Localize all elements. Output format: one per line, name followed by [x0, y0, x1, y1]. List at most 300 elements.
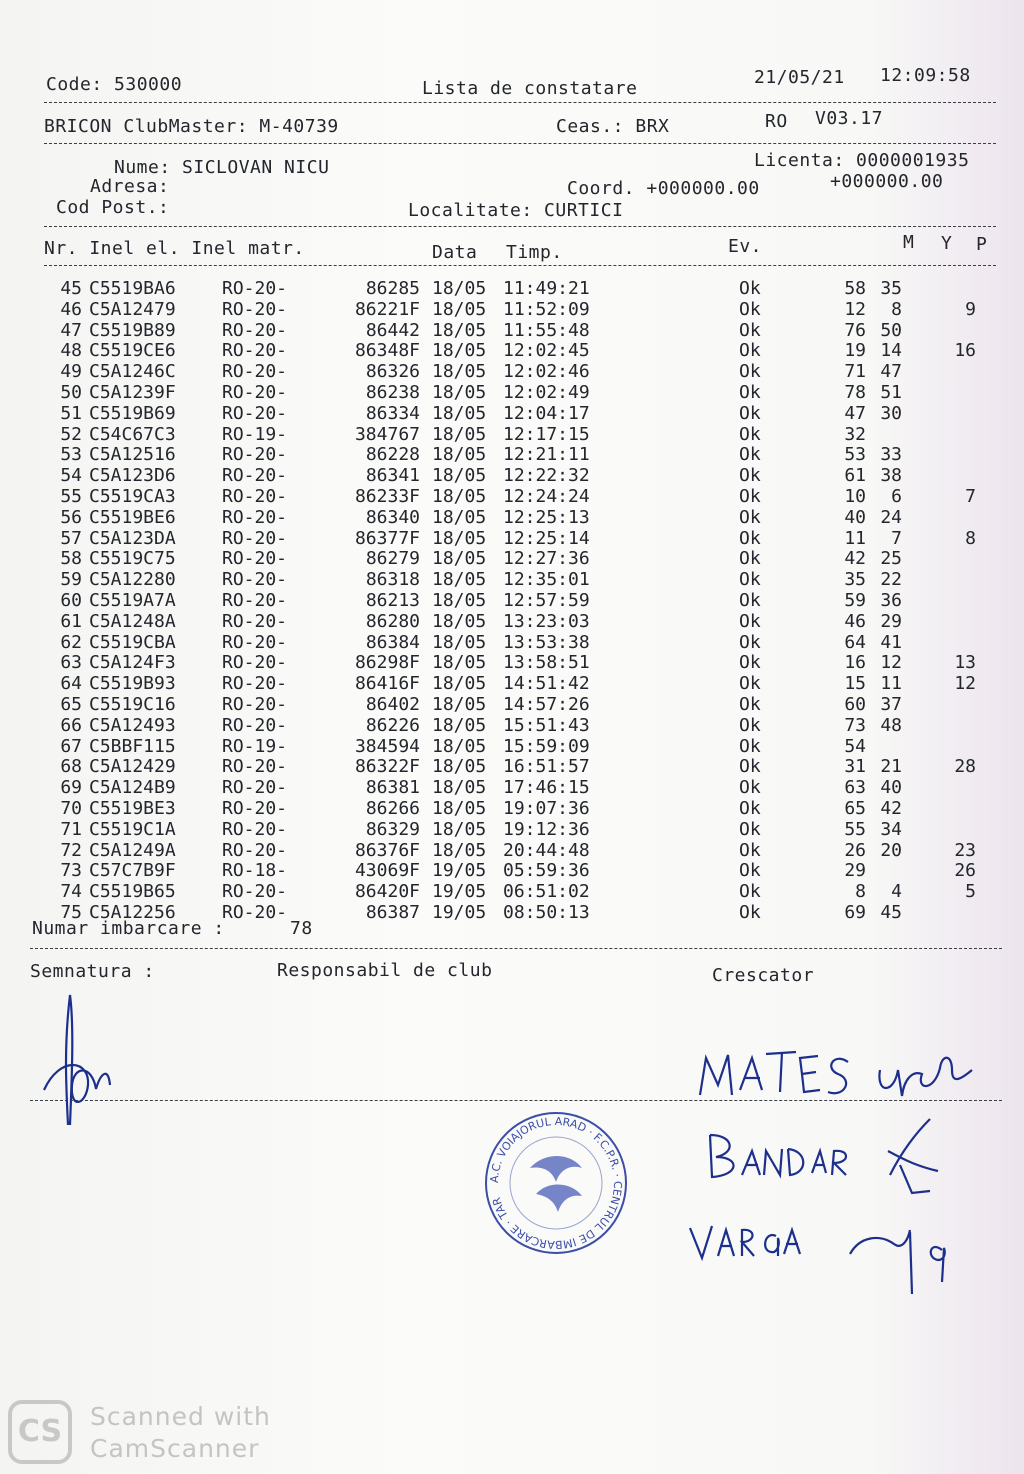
event-status: Ok — [739, 714, 761, 736]
arrival-time: 12:21:11 — [503, 444, 590, 466]
event-status: Ok — [739, 298, 761, 320]
address-label: Adresa: — [90, 176, 170, 197]
y-value: 4 — [891, 881, 902, 903]
arrival-date: 18/05 — [432, 548, 487, 570]
m-value: 60 — [844, 694, 866, 715]
ring-number: 86266 — [365, 798, 420, 819]
registration-ring: RO-20- — [222, 777, 288, 799]
ring-number: 86233F — [354, 486, 420, 507]
m-value: 32 — [844, 423, 866, 445]
row-number: 54 — [60, 465, 82, 487]
electronic-ring: C5A12479 — [89, 298, 176, 320]
row-number: 70 — [60, 798, 82, 819]
table-row — [0, 278, 1000, 299]
watermark-line-2: CamScanner — [90, 1434, 260, 1463]
arrival-time: 12:02:45 — [503, 340, 590, 362]
arrival-time: 11:55:48 — [503, 319, 590, 341]
event-status: Ok — [739, 465, 761, 487]
y-value: 20 — [880, 839, 902, 861]
arrival-date: 18/05 — [432, 465, 487, 487]
table-row — [0, 840, 1000, 861]
registration-ring: RO-19- — [222, 423, 288, 445]
registration-ring: RO-20- — [222, 714, 288, 736]
table-row — [0, 299, 1000, 320]
electronic-ring: C5A12429 — [89, 756, 176, 778]
y-value: 50 — [880, 319, 902, 341]
ceas-label: Ceas.: BRX — [556, 116, 670, 137]
electronic-ring: C5519B65 — [89, 881, 176, 903]
boarding-count-value: 78 — [290, 918, 313, 939]
p-value: 12 — [954, 673, 976, 695]
event-status: Ok — [739, 673, 761, 695]
registration-ring: RO-20- — [222, 694, 288, 715]
y-value: 30 — [880, 402, 902, 424]
row-number: 60 — [60, 590, 82, 611]
electronic-ring: C5519A7A — [89, 590, 176, 611]
p-value: 9 — [965, 298, 976, 320]
event-status: Ok — [739, 402, 761, 424]
ring-number: 86285 — [365, 278, 420, 299]
m-value: 10 — [844, 486, 866, 507]
m-value: 59 — [844, 590, 866, 611]
row-number: 61 — [60, 610, 82, 632]
m-value: 65 — [844, 798, 866, 819]
registration-ring: RO-20- — [222, 839, 288, 861]
arrival-date: 18/05 — [432, 486, 487, 507]
event-status: Ok — [739, 902, 761, 923]
table-row — [0, 777, 1000, 798]
ring-number: 86322F — [354, 756, 420, 778]
table-row — [0, 486, 1000, 507]
electronic-ring: C5A124F3 — [89, 652, 176, 674]
y-value: 24 — [880, 506, 902, 528]
ring-number: 43069F — [354, 860, 420, 882]
row-number: 49 — [60, 361, 82, 383]
event-status: Ok — [739, 756, 761, 778]
arrival-time: 19:12:36 — [503, 818, 590, 840]
event-status: Ok — [739, 548, 761, 570]
ring-number: 86376F — [354, 839, 420, 861]
event-status: Ok — [739, 569, 761, 591]
electronic-ring: C5A123D6 — [89, 465, 176, 487]
row-number: 65 — [60, 694, 82, 715]
column-header-p: P — [976, 234, 988, 255]
code-label: Code: 530000 — [46, 74, 183, 95]
m-value: 69 — [844, 902, 866, 923]
m-value: 35 — [844, 569, 866, 591]
print-date: 21/05/21 — [754, 67, 845, 88]
arrival-time: 12:04:17 — [503, 402, 590, 424]
table-row — [0, 756, 1000, 777]
arrival-date: 18/05 — [432, 735, 487, 757]
camscanner-logo-icon: CS — [8, 1400, 72, 1464]
registration-ring: RO-20- — [222, 278, 288, 299]
ring-number: 86334 — [365, 402, 420, 424]
arrival-date: 18/05 — [432, 610, 487, 632]
table-row — [0, 340, 1000, 361]
ring-number: 86228 — [365, 444, 420, 466]
m-value: 63 — [844, 777, 866, 799]
m-value: 58 — [844, 278, 866, 299]
table-row — [0, 361, 1000, 382]
signature-mates — [690, 1040, 990, 1110]
registration-ring: RO-20- — [222, 652, 288, 674]
m-value: 55 — [844, 818, 866, 840]
row-number: 66 — [60, 714, 82, 736]
electronic-ring: C5A12516 — [89, 444, 176, 466]
arrival-date: 18/05 — [432, 777, 487, 799]
ring-number: 86226 — [365, 714, 420, 736]
arrival-time: 05:59:36 — [503, 860, 590, 882]
divider — [44, 143, 996, 144]
stamp-text: A.C. VOIAJORUL ARAD · F.C.P.R. · CENTRUL DE IMBARCARE · TAR — [487, 1114, 625, 1252]
registration-ring: RO-20- — [222, 506, 288, 528]
fancier-name: Nume: SICLOVAN NICU — [114, 157, 330, 178]
table-row — [0, 673, 1000, 694]
registration-ring: RO-20- — [222, 569, 288, 591]
table-row — [0, 632, 1000, 653]
arrival-date: 18/05 — [432, 631, 487, 653]
registration-ring: RO-20- — [222, 881, 288, 903]
ring-number: 86442 — [365, 319, 420, 341]
m-value: 54 — [844, 735, 866, 757]
event-status: Ok — [739, 777, 761, 799]
row-number: 68 — [60, 756, 82, 778]
electronic-ring: C5519B89 — [89, 319, 176, 341]
y-value: 7 — [891, 527, 902, 549]
m-value: 11 — [844, 527, 866, 549]
arrival-date: 18/05 — [432, 402, 487, 424]
p-value: 8 — [965, 527, 976, 549]
m-value: 53 — [844, 444, 866, 466]
event-status: Ok — [739, 818, 761, 840]
table-row — [0, 507, 1000, 528]
arrival-date: 18/05 — [432, 361, 487, 383]
club-stamp — [478, 1108, 634, 1258]
column-header-m: M — [903, 232, 915, 253]
row-number: 57 — [60, 527, 82, 549]
country-label: RO — [765, 111, 788, 132]
arrival-time: 12:02:49 — [503, 382, 590, 403]
divider — [44, 265, 996, 266]
electronic-ring: C5519CBA — [89, 631, 176, 653]
ring-number: 86298F — [354, 652, 420, 674]
row-number: 58 — [60, 548, 82, 570]
arrival-time: 14:51:42 — [503, 673, 590, 695]
arrival-time: 06:51:02 — [503, 881, 590, 903]
m-value: 71 — [844, 361, 866, 383]
registration-ring: RO-20- — [222, 319, 288, 341]
event-status: Ok — [739, 631, 761, 653]
ring-number: 384767 — [354, 423, 420, 445]
arrival-time: 13:23:03 — [503, 610, 590, 632]
postcode-label: Cod Post.: — [56, 197, 170, 218]
ring-number: 384594 — [354, 735, 420, 757]
p-value: 28 — [954, 756, 976, 778]
table-row — [0, 590, 1000, 611]
event-status: Ok — [739, 423, 761, 445]
column-header-ring: Nr. Inel el. Inel matr. — [44, 238, 305, 259]
event-status: Ok — [739, 319, 761, 341]
electronic-ring: C5519B93 — [89, 673, 176, 695]
y-value: 25 — [880, 548, 902, 570]
row-number: 64 — [60, 673, 82, 695]
table-row — [0, 694, 1000, 715]
divider — [30, 948, 1002, 949]
row-number: 71 — [60, 818, 82, 840]
row-number: 59 — [60, 569, 82, 591]
row-number: 56 — [60, 506, 82, 528]
print-time: 12:09:58 — [880, 65, 971, 86]
m-value: 64 — [844, 631, 866, 653]
registration-ring: RO-20- — [222, 298, 288, 320]
m-value: 15 — [844, 673, 866, 695]
arrival-date: 18/05 — [432, 798, 487, 819]
m-value: 19 — [844, 340, 866, 362]
table-row — [0, 798, 1000, 819]
p-value: 5 — [965, 881, 976, 903]
row-number: 50 — [60, 382, 82, 403]
clubmaster-label: BRICON ClubMaster: M-40739 — [44, 116, 339, 137]
table-row — [0, 611, 1000, 632]
y-value: 33 — [880, 444, 902, 466]
arrival-time: 15:59:09 — [503, 735, 590, 757]
p-value: 23 — [954, 839, 976, 861]
table-row — [0, 424, 1000, 445]
table-row — [0, 528, 1000, 549]
row-number: 46 — [60, 298, 82, 320]
arrival-date: 18/05 — [432, 756, 487, 778]
m-value: 26 — [844, 839, 866, 861]
y-value: 14 — [880, 340, 902, 362]
table-row — [0, 569, 1000, 590]
arrival-date: 18/05 — [432, 818, 487, 840]
event-status: Ok — [739, 486, 761, 507]
registration-ring: RO-20- — [222, 402, 288, 424]
table-row — [0, 320, 1000, 341]
y-value: 35 — [880, 278, 902, 299]
m-value: 40 — [844, 506, 866, 528]
boarding-count-label: Numar imbarcare : — [32, 918, 225, 939]
m-value: 76 — [844, 319, 866, 341]
ring-number: 86341 — [365, 465, 420, 487]
watermark-line-1: Scanned with — [90, 1402, 271, 1431]
ring-number: 86348F — [354, 340, 420, 362]
arrival-time: 17:46:15 — [503, 777, 590, 799]
ring-number: 86279 — [365, 548, 420, 570]
electronic-ring: C5519BE3 — [89, 798, 176, 819]
event-status: Ok — [739, 652, 761, 674]
event-status: Ok — [739, 278, 761, 299]
electronic-ring: C5A1246C — [89, 361, 176, 383]
signature-label: Semnatura : — [30, 961, 155, 982]
licence-number: Licenta: 0000001935 — [754, 150, 970, 171]
m-value: 73 — [844, 714, 866, 736]
electronic-ring: C5A1239F — [89, 382, 176, 403]
registration-ring: RO-20- — [222, 798, 288, 819]
table-row — [0, 465, 1000, 486]
arrival-time: 16:51:57 — [503, 756, 590, 778]
registration-ring: RO-20- — [222, 486, 288, 507]
table-row — [0, 881, 1000, 902]
coordinates-second: +000000.00 — [830, 171, 944, 192]
electronic-ring: C5519CE6 — [89, 340, 176, 362]
y-value: 11 — [880, 673, 902, 695]
electronic-ring: C5519CA3 — [89, 486, 176, 507]
ring-number: 86377F — [354, 527, 420, 549]
y-value: 12 — [880, 652, 902, 674]
arrival-time: 19:07:36 — [503, 798, 590, 819]
registration-ring: RO-20- — [222, 590, 288, 611]
registration-ring: RO-20- — [222, 756, 288, 778]
p-value: 26 — [954, 860, 976, 882]
arrival-date: 19/05 — [432, 902, 487, 923]
electronic-ring: C5519BA6 — [89, 278, 176, 299]
electronic-ring: C5519B69 — [89, 402, 176, 424]
p-value: 13 — [954, 652, 976, 674]
arrival-date: 18/05 — [432, 506, 487, 528]
version-label: V03.17 — [815, 108, 884, 129]
y-value: 47 — [880, 361, 902, 383]
row-number: 63 — [60, 652, 82, 674]
event-status: Ok — [739, 839, 761, 861]
table-row — [0, 715, 1000, 736]
ring-number: 86213 — [365, 590, 420, 611]
ring-number: 86340 — [365, 506, 420, 528]
divider — [44, 226, 996, 227]
y-value: 21 — [880, 756, 902, 778]
table-row — [0, 444, 1000, 465]
arrival-time: 12:22:32 — [503, 465, 590, 487]
club-responsible-label: Responsabil de club — [277, 960, 493, 981]
electronic-ring: C5519C75 — [89, 548, 176, 570]
registration-ring: RO-20- — [222, 361, 288, 383]
electronic-ring: C5519C16 — [89, 694, 176, 715]
arrival-time: 08:50:13 — [503, 902, 590, 923]
event-status: Ok — [739, 798, 761, 819]
row-number: 55 — [60, 486, 82, 507]
arrival-time: 15:51:43 — [503, 714, 590, 736]
arrival-date: 18/05 — [432, 527, 487, 549]
electronic-ring: C5519C1A — [89, 818, 176, 840]
arrival-time: 12:25:14 — [503, 527, 590, 549]
arrival-date: 18/05 — [432, 382, 487, 403]
event-status: Ok — [739, 382, 761, 403]
registration-ring: RO-20- — [222, 902, 288, 923]
arrival-time: 12:25:13 — [503, 506, 590, 528]
registration-ring: RO-18- — [222, 860, 288, 882]
m-value: 42 — [844, 548, 866, 570]
event-status: Ok — [739, 361, 761, 383]
p-value: 16 — [954, 340, 976, 362]
arrival-date: 18/05 — [432, 714, 487, 736]
y-value: 29 — [880, 610, 902, 632]
ring-number: 86318 — [365, 569, 420, 591]
arrival-time: 12:27:36 — [503, 548, 590, 570]
arrival-time: 12:02:46 — [503, 361, 590, 383]
event-status: Ok — [739, 590, 761, 611]
row-number: 48 — [60, 340, 82, 362]
arrival-date: 18/05 — [432, 278, 487, 299]
electronic-ring: C5519BE6 — [89, 506, 176, 528]
event-status: Ok — [739, 694, 761, 715]
electronic-ring: C5A12256 — [89, 902, 176, 923]
y-value: 6 — [891, 486, 902, 507]
m-value: 29 — [844, 860, 866, 882]
breeder-label: Crescator — [712, 965, 815, 986]
arrival-time: 11:49:21 — [503, 278, 590, 299]
table-row — [0, 819, 1000, 840]
column-header-event: Ev. — [728, 236, 763, 257]
y-value: 40 — [880, 777, 902, 799]
ring-number: 86402 — [365, 694, 420, 715]
table-row — [0, 736, 1000, 757]
ring-number: 86416F — [354, 673, 420, 695]
ring-number: 86420F — [354, 881, 420, 903]
event-status: Ok — [739, 444, 761, 466]
svg-text:A.C. VOIAJORUL ARAD · F.C.P.R. — [488, 1115, 624, 1251]
registration-ring: RO-20- — [222, 548, 288, 570]
registration-ring: RO-20- — [222, 818, 288, 840]
y-value: 42 — [880, 798, 902, 819]
arrival-time: 12:35:01 — [503, 569, 590, 591]
row-number: 73 — [60, 860, 82, 882]
registration-ring: RO-20- — [222, 444, 288, 466]
arrival-date: 19/05 — [432, 881, 487, 903]
arrival-time: 12:17:15 — [503, 423, 590, 445]
row-number: 72 — [60, 839, 82, 861]
m-value: 61 — [844, 465, 866, 487]
arrival-date: 18/05 — [432, 694, 487, 715]
ring-number: 86387 — [365, 902, 420, 923]
y-value: 45 — [880, 902, 902, 923]
electronic-ring: C5A12280 — [89, 569, 176, 591]
row-number: 52 — [60, 423, 82, 445]
row-number: 67 — [60, 735, 82, 757]
event-status: Ok — [739, 506, 761, 528]
registration-ring: RO-20- — [222, 340, 288, 362]
event-status: Ok — [739, 610, 761, 632]
registration-ring: RO-20- — [222, 527, 288, 549]
event-status: Ok — [739, 735, 761, 757]
electronic-ring: C5A1248A — [89, 610, 176, 632]
column-header-y: Y — [941, 233, 953, 254]
m-value: 8 — [855, 881, 866, 903]
p-value: 7 — [965, 486, 976, 507]
y-value: 38 — [880, 465, 902, 487]
event-status: Ok — [739, 881, 761, 903]
arrival-time: 12:57:59 — [503, 590, 590, 611]
ring-number: 86381 — [365, 777, 420, 799]
registration-ring: RO-19- — [222, 735, 288, 757]
arrival-date: 18/05 — [432, 319, 487, 341]
m-value: 31 — [844, 756, 866, 778]
arrival-date: 18/05 — [432, 652, 487, 674]
row-number: 51 — [60, 402, 82, 424]
registration-ring: RO-20- — [222, 673, 288, 695]
table-row — [0, 652, 1000, 673]
event-status: Ok — [739, 527, 761, 549]
ring-number: 86280 — [365, 610, 420, 632]
table-row — [0, 403, 1000, 424]
m-value: 47 — [844, 402, 866, 424]
row-number: 74 — [60, 881, 82, 903]
column-header-date: Data — [432, 242, 478, 263]
electronic-ring: C54C67C3 — [89, 423, 176, 445]
event-status: Ok — [739, 340, 761, 362]
row-number: 53 — [60, 444, 82, 466]
table-row — [0, 382, 1000, 403]
